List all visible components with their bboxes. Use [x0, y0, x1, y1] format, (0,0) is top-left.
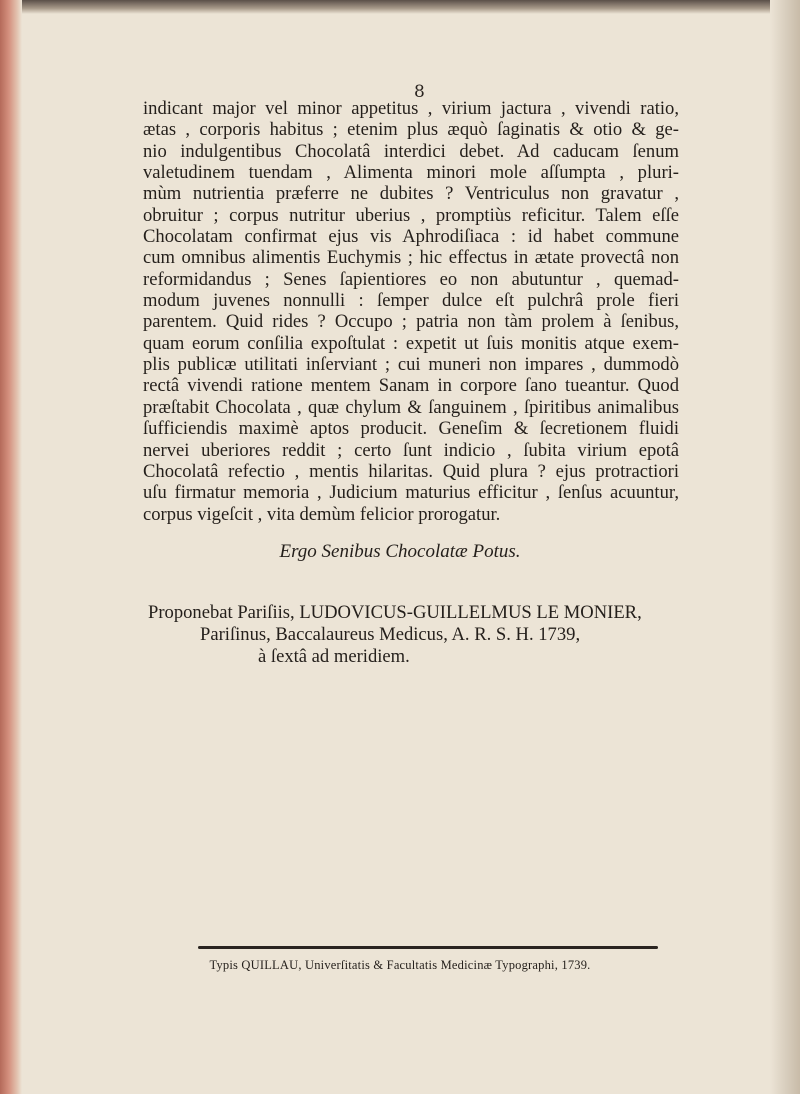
body-line: rectâ vivendi ratione mentem Sanam in corpore ſano tueantur. Quod: [143, 375, 679, 397]
printer-imprint: Typis QUILLAU, Univerſitatis & Facultatis Medicinæ Typographi, 1739.: [209, 958, 591, 972]
body-line: reformidandus ; Senes ſapientiores eo non abutuntur , quemad-: [143, 268, 679, 290]
body-line: nervei uberiores reddit ; certo ſunt indicio , ſubita virium epotâ: [143, 439, 679, 461]
body-line: corpus vigeſcit , vita demùm felicior prorogatur.: [143, 503, 501, 525]
page-top-edge: [0, 0, 800, 14]
body-line: valetudinem tuendam , Alimenta minori mole aſſumpta , pluri-: [143, 162, 679, 184]
body-line: parentem. Quid rides ? Occupo ; patria non tàm prolem à ſenibus,: [143, 311, 679, 333]
body-line: quam eorum conſilia expoſtulat : expetit ut ſuis monitis atque exem-: [143, 332, 679, 354]
proponebat-line-1: Proponebat Pariſiis, LUDOVICUS-GUILLELMUS LE MONIER,: [148, 602, 642, 623]
body-line: cum omnibus alimentis Euchymis ; hic effectus in ætate provectâ non: [143, 247, 679, 269]
page-number: 8: [414, 82, 425, 102]
body-line: Chocolatâ refectio , mentis hilaritas. Quid plura ? ejus protractiori: [143, 460, 679, 482]
footer-rule: [198, 946, 658, 949]
thesis-defense-statement: [148, 602, 682, 668]
conclusion-line: Ergo Senibus Chocolatæ Potus.: [279, 541, 521, 562]
body-line: modum juvenes nonnulli : ſemper dulce eſt pulchrâ prole fieri: [143, 290, 679, 312]
body-line: præſtabit Chocolata , quæ chylum & ſanguinem , ſpiritibus animalibus: [143, 396, 679, 418]
body-line: mùm nutrientia præferre ne dubites ? Ventriculus non gravatur ,: [143, 183, 679, 205]
proponebat-line-2: Pariſinus, Baccalaureus Medicus, A. R. S. H. 1739,: [200, 624, 581, 645]
body-line: Chocolatam confirmat ejus vis Aphrodiſiaca : id habet commune: [143, 226, 679, 248]
body-line: obruitur ; corpus nutritur uberius , promptiùs reficitur. Talem eſſe: [143, 204, 679, 226]
body-line: nio indulgentibus Chocolatâ interdici debet. Ad caducam ſenum: [143, 140, 679, 162]
body-line: plis publicæ utilitati inſerviant ; cui muneri non impares , dummodò: [143, 354, 679, 376]
body-line: ſufficiendis maximè aptos producit. Geneſim & ſecretionem fluidi: [143, 418, 679, 440]
body-line: indicant major vel minor appetitus , virium jactura , vivendi ratio,: [143, 98, 679, 119]
body-text: [143, 98, 679, 525]
body-line: ætas , corporis habitus ; etenim plus æquò ſaginatis & otio & ge-: [143, 119, 679, 141]
body-line: uſu firmatur memoria , Judicium maturius efficitur , ſenſus acuuntur,: [143, 482, 679, 504]
proponebat-line-3: à ſextâ ad meridiem.: [258, 646, 410, 667]
